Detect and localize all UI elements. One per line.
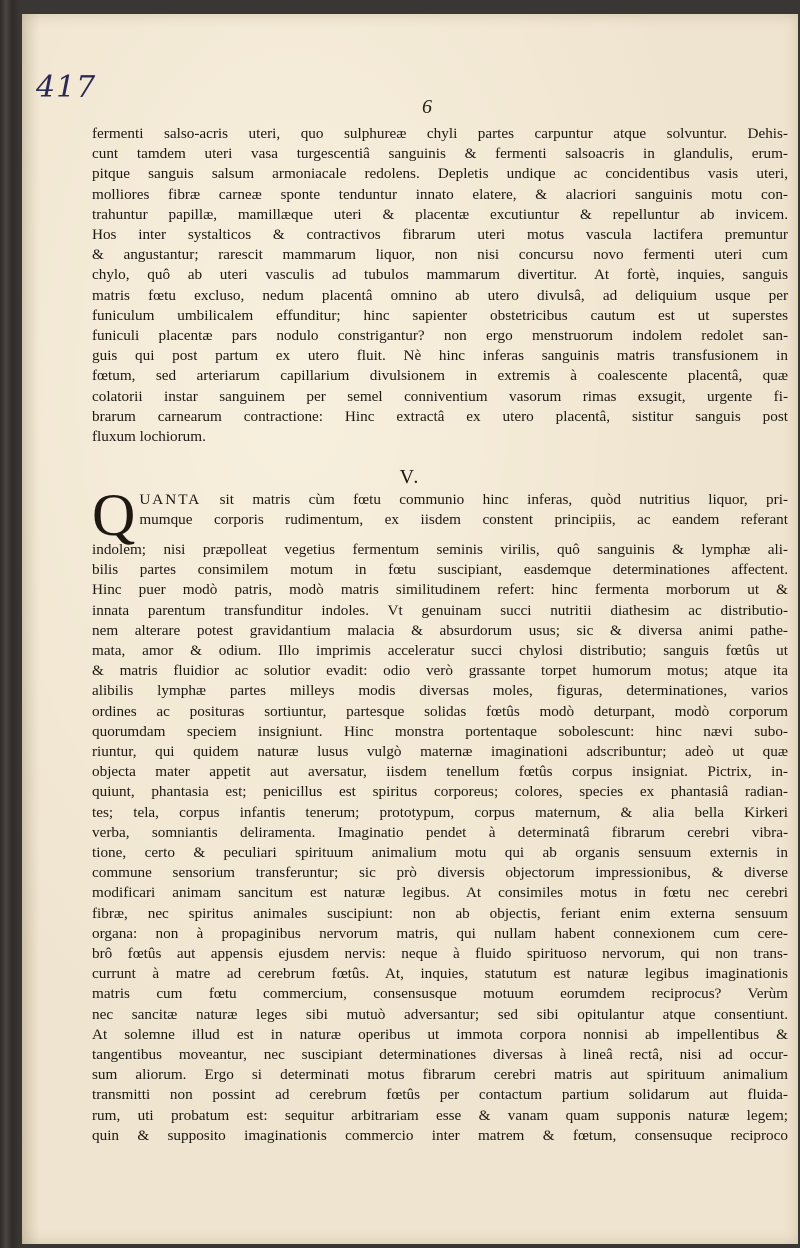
text-line: fibræ, nec spiritus animales suscipiunt: non ab objectis, feriant enim externa sensuum	[92, 904, 788, 922]
text-line: funiculi placentæ pars nodulo constrigantur? non ergo menstruorum indolem redolet san-	[92, 327, 788, 345]
text-line: pitque sanguis salsum armoniacale redolens. Depletis undique ac concidentibus vasis uteri,	[92, 165, 788, 183]
text-line: bilis partes consimilem motum in fœtu suscipiant, easdemque determinationes affectent.	[92, 561, 788, 579]
text-line-rest: sit matris cùm fœtu communio hinc inferas, quòd nutritius liquor, pri-	[201, 491, 788, 508]
text-line: alibilis lymphæ partes milleys modis diversas moles, figuras, determinationes, varios	[92, 682, 788, 700]
text-line: ordines ac posituras sortiuntur, partesque solidas fœtûs modò deturpant, modò corporum	[92, 702, 788, 720]
text-line: mata, amor & odium. Illo imprimis acceleratur succi chylosi distributio; sanguis fœtûs ut	[92, 642, 788, 660]
paragraph-lines	[92, 540, 788, 1146]
text-line: chylo, quô ab uteri vasculis ad tubulos mammarum divertitur. At fortè, inquies, sanguis	[92, 266, 788, 284]
text-line: funiculum umbilicalem effunditur; hinc sapienter obstetricibus cautum est ut superstes	[92, 306, 788, 324]
text-line: fluxum lochiorum.	[92, 428, 206, 446]
text-line: trahuntur papillæ, mamillæque uteri & placentæ excutiuntur & repelluntur ab invicem.	[92, 205, 788, 223]
text-line: tes; tela, corpus infantis tenerum; prototypum, corpus maternum, & alia bella Kirkeri	[92, 803, 788, 821]
paragraph-lines	[92, 124, 788, 447]
text-line: At solemne illud est in naturæ operibus ut immota corpora nonnisi ab impellentibus &	[92, 1025, 788, 1043]
text-line: Hos inter systalticos & contractivos fibrarum uteri motus vascula lactifera premuntur	[92, 226, 788, 244]
opening-word: UANTA	[139, 491, 202, 508]
text-line: tangentibus moveantur, nec suscipiant determinationes diversas à lineâ rectâ, nisi ad occur-	[92, 1046, 788, 1064]
text-line: brô fœtûs aut appensis ejusdem nervis: neque à fluido spirituoso nervorum, qui non trans-	[92, 945, 788, 963]
text-line: matris cum fœtu commercium, consensusque motuum eorumdem reciprocus? Verùm	[92, 985, 788, 1003]
text-line: organa: non à propaginibus nervorum matris, qui nullam habent connexionem cum cere-	[92, 924, 788, 942]
text-line: modificari animam sancitum est naturæ legibus. At consimiles motus in fœtu nec cerebri	[92, 884, 788, 902]
drop-capital: Q	[92, 482, 136, 548]
text-line: guis qui post partum ex utero fluit. Nè hinc inferas sanguinis matris transfusionem in	[92, 347, 788, 365]
text-line: quorumdam speciem insigniunt. Hinc monstra portentaque sobolescunt: hinc nævi subo-	[92, 722, 788, 740]
opening-lines	[92, 490, 788, 530]
text-line: quin & supposito imaginationis commercio inter matrem & fœtum, consensuque reciproco	[92, 1126, 788, 1144]
text-line: & matris fluidior ac solutior evadit: odio verò grassante torpet humorum motus; atque ita	[92, 662, 788, 680]
text-line: verba, somniantis deliramenta. Imaginatio pendet à determinatâ fibrarum cerebri vibra-	[92, 823, 788, 841]
text-line: riuntur, qui quidem naturæ lusus vulgò maternæ imaginationi adscribuntur; adeò ut quæ	[92, 743, 788, 761]
text-line: sum aliorum. Ergo si determinati motus fibrarum cerebri matris aut spirituum animalium	[92, 1066, 788, 1084]
text-line: mumque corporis rudimentum, ex iisdem constent principiis, ac eandem referant	[139, 511, 788, 529]
text-line	[92, 490, 788, 510]
paragraph-continued	[92, 124, 788, 447]
text-line: matris fœtu excluso, nedum placentâ omnino ab utero divulsâ, ad deliquium usque per	[92, 286, 788, 304]
text-line: nem alterare potest gravidantium malacia & absurdorum usus; sic & diversa animi pathe-	[92, 621, 788, 639]
text-line: fœtum, sed arteriarum capillarium divulsionem in extremis à coalescente placentâ, quæ	[92, 367, 788, 385]
section-heading: V.	[399, 466, 421, 488]
book-page	[22, 14, 798, 1244]
text-line: fermenti salso-acris uteri, quo sulphureæ chyli partes carpuntur atque solvuntur. Dehis-	[92, 125, 788, 142]
text-line: & angustantur; rarescit mammarum liquor, non nisi concursu novo fermenti uteri cum	[92, 246, 788, 264]
text-line: innata parentum transfunditur indoles. Vt genuinam succi nutritii diathesim ac distributio-	[92, 601, 788, 619]
text-line: nec sancitæ naturæ leges sibi mutuò adversantur; sed sibi opitulantur atque consentiunt.	[92, 1005, 788, 1023]
text-line: indolem; nisi præpolleat vegetius fermentum seminis virilis, quô sanguinis & lymphæ ali-	[92, 541, 788, 558]
text-line: Hinc puer modò patris, modò matris similitudinem refert: hinc fermenta morborum ut &	[92, 581, 788, 599]
text-line: commune sensorium transferuntur; sic prò diversis objectorum impressionibus, & diverse	[92, 864, 788, 882]
text-line: transmitti non possint ad cerebrum fœtûs per contactum partium solidarum aut fluida-	[92, 1086, 788, 1104]
text-line: quiunt, phantasia est; penicillus est spiritus corporeus; colores, species ex phantasiâ radian-	[92, 783, 788, 801]
section-v-paragraph	[92, 482, 788, 1146]
text-line: tione, certo & peculiari spirituum animalium motu qui ab organis sensuum externis in	[92, 844, 788, 862]
text-line: rum, uti probatum est: sequitur arbitrariam esse & vanam quam supponis naturæ legem;	[92, 1106, 788, 1124]
text-line: objecta mater appetit aut aversatur, iisdem tenellum fœtûs corpus insigniat. Pictrix, in-	[92, 763, 788, 781]
text-line: colatorii instar sanguinem per semel conniventium vasorum rimas exsugit, urgente fi-	[92, 387, 788, 405]
text-line: molliores fibræ carneæ sponte tenduntur innato elatere, & alacriori sanguinis motu con-	[92, 185, 788, 203]
page-number: 6	[422, 96, 432, 118]
text-line: currunt à matre ad cerebrum fœtûs. At, inquies, statutum est naturæ legibus imaginationis	[92, 965, 788, 983]
text-line: brarum carnearum contractione: Hinc extractâ ex utero placentâ, sistitur sanguis post	[92, 407, 788, 425]
text-line: cunt tamdem uteri vasa turgescentiâ sanguinis & fermenti salsoacris in glandulis, erum-	[92, 145, 788, 163]
handwritten-folio-number: 417	[36, 70, 97, 105]
